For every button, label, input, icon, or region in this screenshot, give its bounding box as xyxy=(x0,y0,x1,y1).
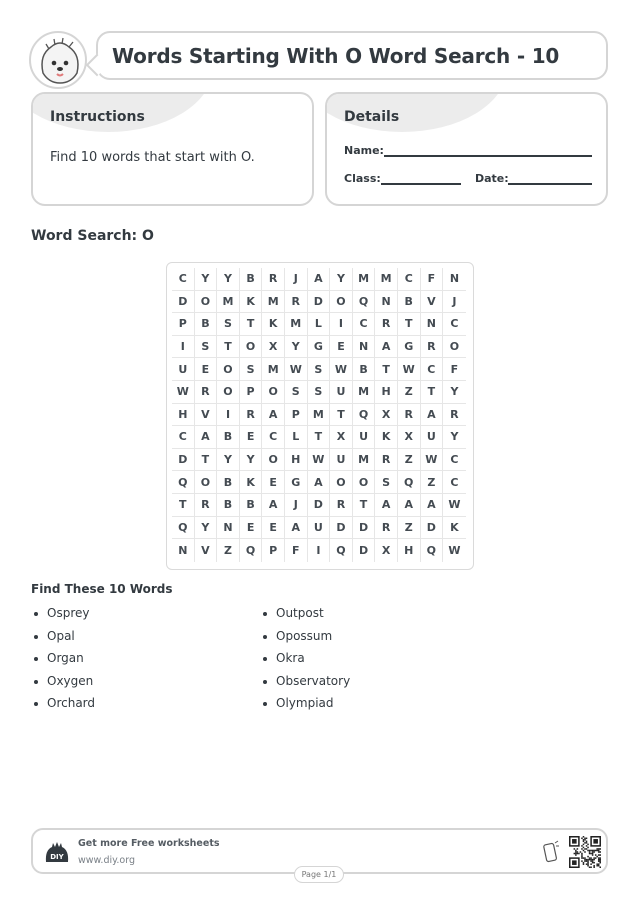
grid-cell: A xyxy=(398,494,421,517)
date-field[interactable] xyxy=(508,183,592,185)
grid-cell: T xyxy=(240,313,263,336)
grid-cell: Q xyxy=(330,539,353,562)
word-list-heading: Find These 10 Words xyxy=(31,582,173,596)
grid-cell: M xyxy=(353,381,376,404)
grid-cell: E xyxy=(262,471,285,494)
grid-cell: V xyxy=(195,539,218,562)
word-item: Orchard xyxy=(31,696,95,719)
grid-cell: R xyxy=(375,449,398,472)
grid-cell: Z xyxy=(217,539,240,562)
grid-cell: E xyxy=(240,517,263,540)
grid-cell: M xyxy=(262,291,285,314)
word-item: Oxygen xyxy=(31,674,95,697)
grid-cell: T xyxy=(172,494,195,517)
grid-cell: O xyxy=(262,449,285,472)
grid-cell: H xyxy=(172,404,195,427)
grid-cell: R xyxy=(262,268,285,291)
grid-cell: O xyxy=(240,336,263,359)
grid-cell: W xyxy=(421,449,444,472)
grid-cell: L xyxy=(308,313,331,336)
grid-cell: E xyxy=(240,426,263,449)
grid-cell: O xyxy=(330,471,353,494)
grid-cell: M xyxy=(375,268,398,291)
class-field[interactable] xyxy=(381,183,461,185)
grid-cell: O xyxy=(262,381,285,404)
grid-cell: B xyxy=(217,426,240,449)
details-heading: Details xyxy=(344,109,400,125)
grid-cell: Y xyxy=(195,517,218,540)
grid-cell: Q xyxy=(172,471,195,494)
grid-cell: A xyxy=(308,268,331,291)
grid-cell: R xyxy=(375,313,398,336)
word-item: Observatory xyxy=(260,674,350,697)
grid-cell: P xyxy=(240,381,263,404)
grid-cell: T xyxy=(308,426,331,449)
grid-cell: G xyxy=(308,336,331,359)
grid-cell: I xyxy=(217,404,240,427)
grid-cell: E xyxy=(262,517,285,540)
grid-cell: C xyxy=(443,313,466,336)
grid-cell: A xyxy=(421,494,444,517)
grid-cell: T xyxy=(217,336,240,359)
grid-cell: H xyxy=(398,539,421,562)
grid-cell: O xyxy=(217,358,240,381)
grid-cell: U xyxy=(172,358,195,381)
grid-cell: W xyxy=(308,449,331,472)
logo-text: DIY xyxy=(50,853,64,861)
grid-cell: H xyxy=(285,449,308,472)
grid-cell: P xyxy=(285,404,308,427)
grid-cell: J xyxy=(285,494,308,517)
grid-cell: I xyxy=(308,539,331,562)
grid-cell: T xyxy=(195,449,218,472)
page-title: Words Starting With O Word Search - 10 xyxy=(112,43,560,68)
grid-cell: A xyxy=(375,494,398,517)
grid-cell: Q xyxy=(240,539,263,562)
grid-cell: D xyxy=(172,449,195,472)
class-label: Class: xyxy=(344,172,381,185)
grid-cell: M xyxy=(353,449,376,472)
grid-cell: Y xyxy=(443,426,466,449)
word-item: Okra xyxy=(260,651,350,674)
grid-cell: N xyxy=(443,268,466,291)
grid-cell: W xyxy=(448,543,461,557)
grid-cell: B xyxy=(217,494,240,517)
grid-cell: M xyxy=(308,404,331,427)
grid-cell: R xyxy=(398,404,421,427)
grid-cell: C xyxy=(262,426,285,449)
date-label: Date: xyxy=(475,172,509,185)
puzzle-title: Word Search: O xyxy=(31,228,154,244)
instructions-panel xyxy=(31,92,314,206)
grid-cell: N xyxy=(217,517,240,540)
grid-cell: R xyxy=(285,291,308,314)
grid-cell: K xyxy=(240,471,263,494)
grid-cell: M xyxy=(353,268,376,291)
grid-cell: B xyxy=(217,471,240,494)
grid-cell: B xyxy=(240,494,263,517)
grid-cell: X xyxy=(398,426,421,449)
grid-cell: A xyxy=(285,517,308,540)
grid-cell: Q xyxy=(421,539,444,562)
grid-cell: Q xyxy=(172,517,195,540)
mascot-icon xyxy=(29,31,87,89)
grid-cell: A xyxy=(262,404,285,427)
grid-cell: C xyxy=(443,449,466,472)
grid-cell: R xyxy=(375,517,398,540)
grid-cell: T xyxy=(330,404,353,427)
grid-cell: B xyxy=(195,313,218,336)
grid-cell: Y xyxy=(217,268,240,291)
grid-cell: R xyxy=(195,494,218,517)
grid-cell: Y xyxy=(285,336,308,359)
grid-cell: X xyxy=(262,336,285,359)
footer-url[interactable]: www.diy.org xyxy=(78,855,135,866)
grid-cell: D xyxy=(330,517,353,540)
grid-cell: C xyxy=(398,268,421,291)
word-item: Opossum xyxy=(260,629,350,652)
word-item: Opal xyxy=(31,629,95,652)
grid-cell: T xyxy=(421,381,444,404)
grid-cell: B xyxy=(398,291,421,314)
title-banner xyxy=(96,31,608,80)
footer-promo-text: Get more Free worksheets xyxy=(78,838,220,849)
grid-cell: C xyxy=(172,268,195,291)
grid-cell: Y xyxy=(330,268,353,291)
grid-cell: T xyxy=(375,358,398,381)
grid-cell: M xyxy=(262,358,285,381)
grid-cell: Y xyxy=(443,381,466,404)
grid-cell: V xyxy=(195,404,218,427)
grid-cell: Y xyxy=(217,449,240,472)
grid-cell: A xyxy=(262,494,285,517)
grid-cell: T xyxy=(398,313,421,336)
grid-cell: O xyxy=(195,471,218,494)
grid-cell: Q xyxy=(353,404,376,427)
grid-cell: C xyxy=(353,313,376,336)
grid-cell: O xyxy=(443,336,466,359)
grid-cell: N xyxy=(172,539,195,562)
grid-cell: S xyxy=(308,358,331,381)
grid-cell: X xyxy=(330,426,353,449)
grid-cell: O xyxy=(330,291,353,314)
grid-cell: A xyxy=(308,471,331,494)
grid-cell: S xyxy=(308,381,331,404)
grid-cell: Z xyxy=(398,517,421,540)
diy-logo-icon xyxy=(44,842,70,864)
grid-cell: C xyxy=(443,471,466,494)
grid-cell: A xyxy=(195,426,218,449)
grid-cell: A xyxy=(421,404,444,427)
word-item: Osprey xyxy=(31,606,95,629)
grid-cell: X xyxy=(375,404,398,427)
word-item: Olympiad xyxy=(260,696,350,719)
grid-cell: E xyxy=(195,358,218,381)
grid-cell: I xyxy=(330,313,353,336)
grid-cell: U xyxy=(330,381,353,404)
grid-cell: Z xyxy=(421,471,444,494)
grid-cell: H xyxy=(375,381,398,404)
grid-cell: N xyxy=(421,313,444,336)
grid-cell: O xyxy=(217,381,240,404)
grid-cell: G xyxy=(398,336,421,359)
details-panel xyxy=(325,92,608,206)
grid-cell: D xyxy=(353,517,376,540)
grid-cell: F xyxy=(443,358,466,381)
name-field[interactable] xyxy=(384,155,592,157)
grid-cell: K xyxy=(375,426,398,449)
grid-cell: D xyxy=(421,517,444,540)
word-search-grid xyxy=(166,262,474,570)
grid-cell: Y xyxy=(195,268,218,291)
grid-cell: S xyxy=(240,358,263,381)
grid-cell: W xyxy=(398,358,421,381)
grid-cell: K xyxy=(262,313,285,336)
phone-icon xyxy=(542,840,560,864)
grid-cell: A xyxy=(375,336,398,359)
grid-cell: I xyxy=(172,336,195,359)
grid-cell: R xyxy=(240,404,263,427)
grid-cell: D xyxy=(308,494,331,517)
word-item: Organ xyxy=(31,651,95,674)
grid-cell: G xyxy=(285,471,308,494)
grid-cell: S xyxy=(375,471,398,494)
grid-cell: D xyxy=(172,291,195,314)
grid-cell: Q xyxy=(398,471,421,494)
grid-cell: S xyxy=(195,336,218,359)
grid-cell: J xyxy=(443,291,466,314)
grid-cell: U xyxy=(330,449,353,472)
grid-cell: M xyxy=(217,291,240,314)
instructions-heading: Instructions xyxy=(50,109,145,125)
grid-cell: U xyxy=(308,517,331,540)
grid-cell: R xyxy=(443,404,466,427)
grid-cell: W xyxy=(285,358,308,381)
grid-cell: W xyxy=(443,494,466,517)
page-number: Page 1/1 xyxy=(294,866,344,883)
grid-cell: K xyxy=(443,517,466,540)
grid-cell: B xyxy=(353,358,376,381)
grid-cell: D xyxy=(353,539,376,562)
grid-cell: B xyxy=(240,268,263,291)
grid-cell: N xyxy=(375,291,398,314)
grid-cell: Q xyxy=(353,291,376,314)
grid-cell: P xyxy=(262,539,285,562)
grid-cell: Y xyxy=(240,449,263,472)
letter-grid xyxy=(172,268,468,562)
grid-cell: R xyxy=(421,336,444,359)
grid-cell: D xyxy=(308,291,331,314)
word-list-left xyxy=(31,606,95,719)
grid-cell: S xyxy=(217,313,240,336)
grid-cell: R xyxy=(195,381,218,404)
grid-cell: C xyxy=(421,358,444,381)
grid-cell: O xyxy=(195,291,218,314)
grid-cell: R xyxy=(330,494,353,517)
instructions-text: Find 10 words that start with O. xyxy=(50,150,255,165)
grid-cell: U xyxy=(353,426,376,449)
grid-cell: L xyxy=(285,426,308,449)
grid-cell: Z xyxy=(398,449,421,472)
grid-cell: V xyxy=(421,291,444,314)
grid-cell: M xyxy=(285,313,308,336)
word-list-right xyxy=(260,606,350,719)
grid-cell: N xyxy=(353,336,376,359)
grid-cell: X xyxy=(375,539,398,562)
grid-cell: W xyxy=(330,358,353,381)
grid-cell: J xyxy=(285,268,308,291)
grid-cell: F xyxy=(421,268,444,291)
grid-cell: U xyxy=(421,426,444,449)
grid-cell: Z xyxy=(398,381,421,404)
word-item: Outpost xyxy=(260,606,350,629)
grid-cell: C xyxy=(172,426,195,449)
name-label: Name: xyxy=(344,144,384,157)
grid-cell: O xyxy=(353,471,376,494)
grid-cell: F xyxy=(285,539,308,562)
grid-cell: S xyxy=(285,381,308,404)
grid-cell: E xyxy=(330,336,353,359)
grid-cell: P xyxy=(172,313,195,336)
qr-code-icon[interactable] xyxy=(569,836,601,868)
grid-cell: T xyxy=(353,494,376,517)
grid-cell: W xyxy=(172,381,195,404)
grid-cell: K xyxy=(240,291,263,314)
